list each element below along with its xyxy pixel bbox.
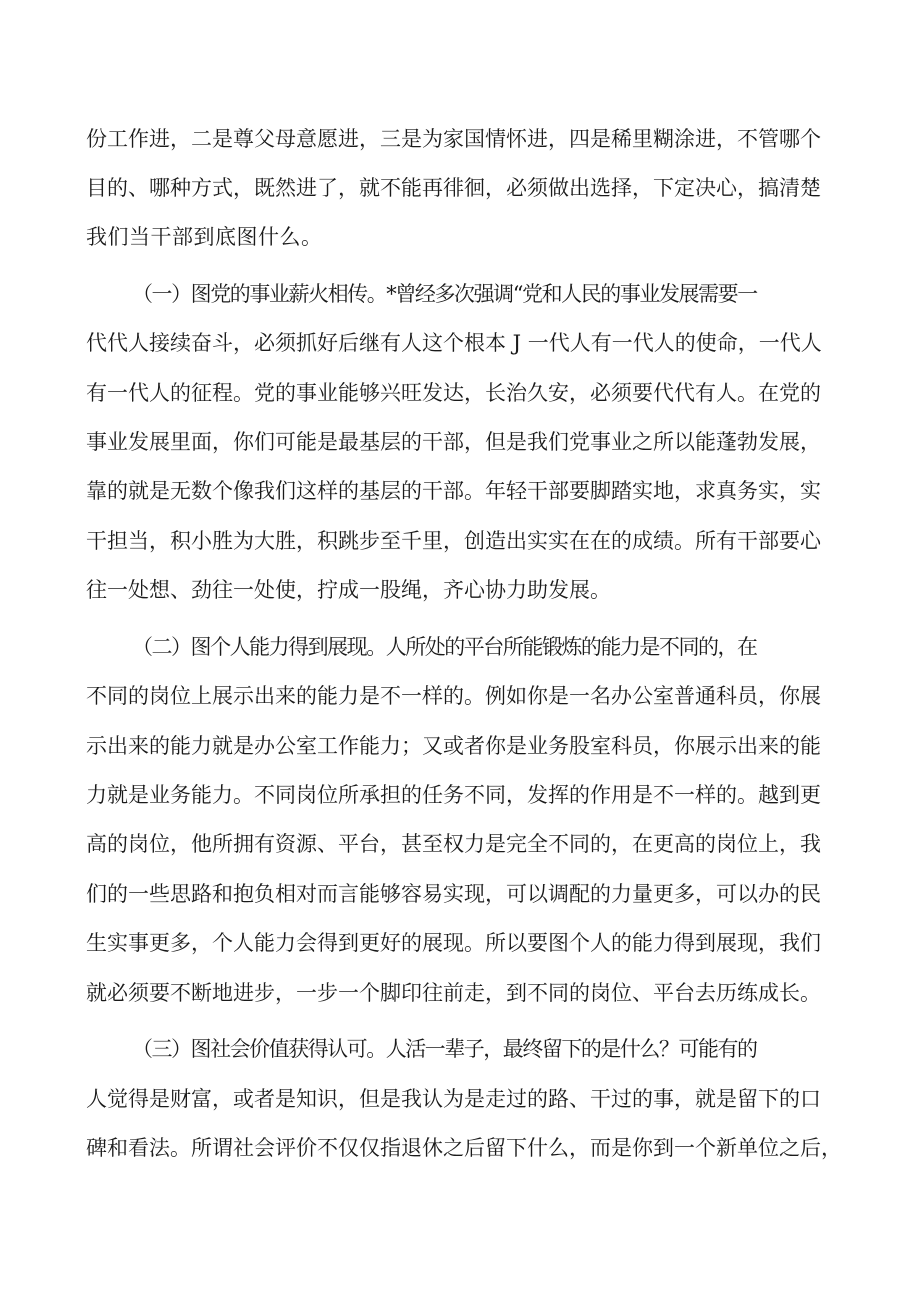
text-line: 不同的岗位上展示出来的能力是不一样的。例如你是一名办公室普通科员，你展 — [86, 684, 821, 708]
text-line: 示出来的能力就是办公室工作能力；又或者你是业务股室科员，你展示出来的能 — [86, 734, 821, 758]
text-line: 目的、哪种方式，既然进了，就不能再徘徊，必须做出选择，下定决心，搞清楚 — [86, 176, 821, 200]
text-line: 碑和看法。所谓社会评价不仅仅指退休之后留下什么，而是你到一个新单位之后， — [86, 1136, 842, 1160]
text-line: 干担当，积小胜为大胜，积跳步至千里，创造出实实在在的成绩。所有干部要心 — [86, 529, 821, 553]
text-line: 往一处想、劲往一处使，拧成一股绳，齐心协力助发展。 — [86, 578, 611, 602]
text-line: 高的岗位，他所拥有资源、平台，甚至权力是完全不同的，在更高的岗位上，我 — [86, 832, 821, 856]
paragraph-heading-line: （三）图社会价值获得认可。人活一辈子，最终留下的是什么？可能有的 — [132, 1037, 757, 1061]
text-line: 代代人接续奋斗，必须抓好后继有人这个根本 J 一代人有一代人的使命，一代人 — [86, 331, 822, 355]
paragraph-heading-line: （一）图党的事业薪火相传。*曾经多次强调“党和人民的事业发展需要一 — [132, 282, 757, 306]
text-line: 生实事更多，个人能力会得到更好的展现。所以要图个人的能力得到展现，我们 — [86, 931, 821, 955]
text-line: 就必须要不断地进步，一步一个脚印往前走，到不同的岗位、平台去历练成长。 — [86, 981, 821, 1005]
text-line: 们的一些思路和抱负相对而言能够容易实现，可以调配的力量更多，可以办的民 — [86, 882, 821, 906]
text-line: 份工作进，二是尊父母意愿进，三是为家国情怀进，四是稀里糊涂进，不管哪个 — [86, 127, 821, 151]
text-line: 力就是业务能力。不同岗位所承担的任务不同，发挥的作用是不一样的。越到更 — [86, 783, 821, 807]
text-line: 有一代人的征程。党的事业能够兴旺发达，长治久安，必须要代代有人。在党的 — [86, 381, 821, 405]
text-line: 人觉得是财富，或者是知识，但是我认为是走过的路、干过的事，就是留下的口 — [86, 1087, 821, 1111]
text-line: 我们当干部到底图什么。 — [86, 225, 323, 249]
text-line: 事业发展里面，你们可能是最基层的干部，但是我们党事业之所以能蓬勃发展， — [86, 430, 821, 454]
text-line: 靠的就是无数个像我们这样的基层的干部。年轻干部要脚踏实地，求真务实，实 — [86, 479, 821, 503]
paragraph-heading-line: （二）图个人能力得到展现。人所处的平台所能锻炼的能力是不同的，在 — [132, 635, 757, 659]
